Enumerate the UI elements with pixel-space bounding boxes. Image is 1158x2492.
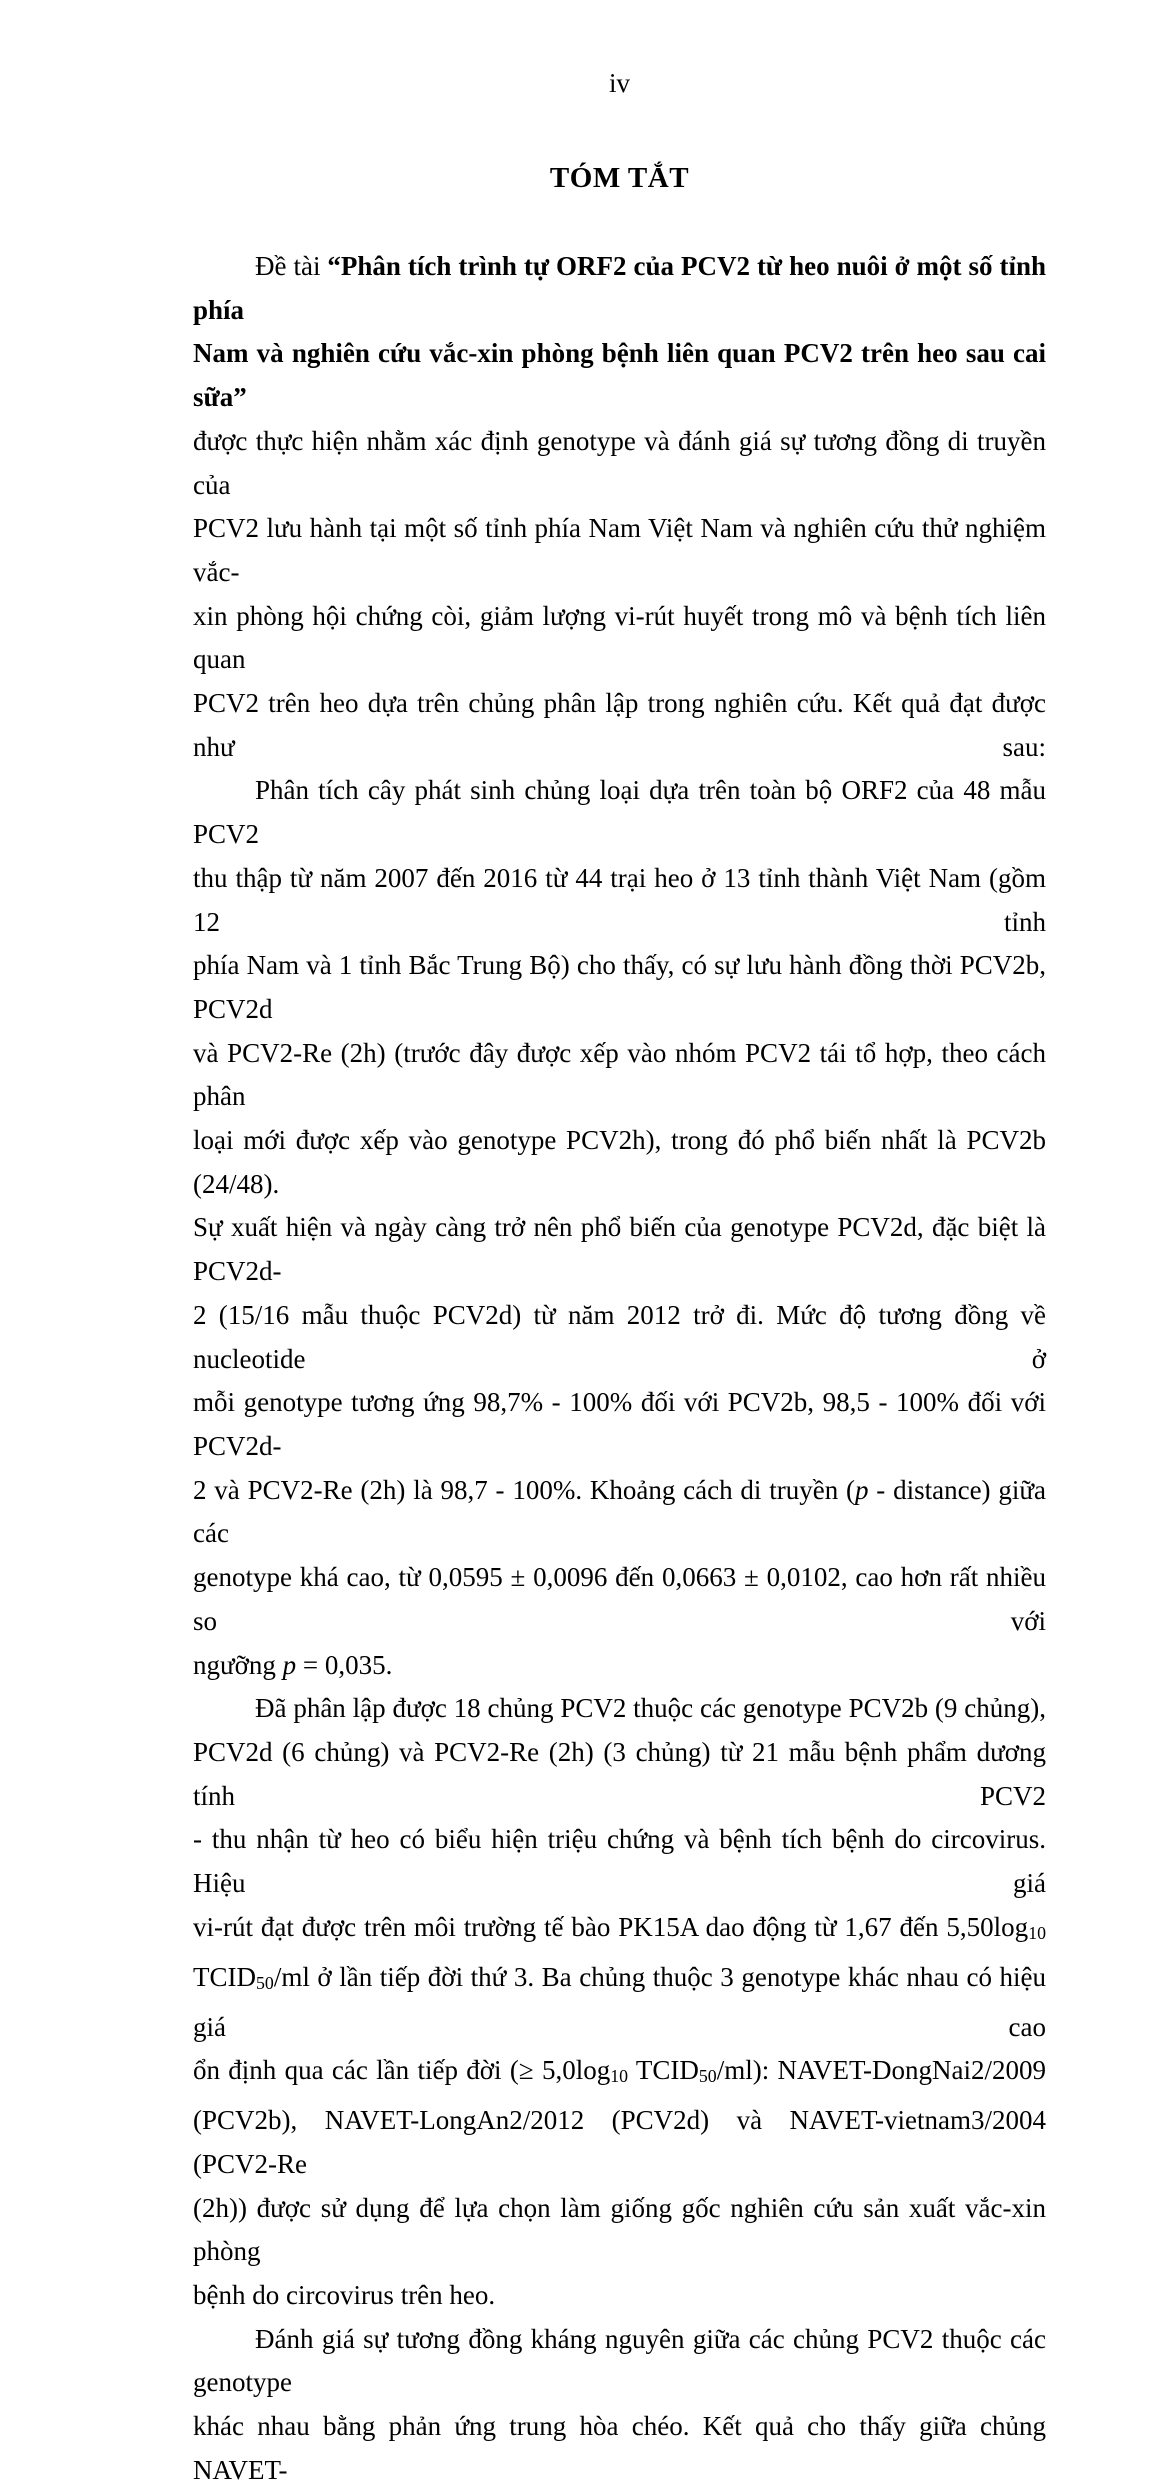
text-segment: genotype khá cao, từ 0,0595 ± 0,0096 đến 0,0663 ± 0,0102, cao hơn rất nhiều so với <box>193 1562 1046 1636</box>
text-line <box>193 944 1046 1031</box>
text-line <box>193 1687 1046 1731</box>
subscript-text: 10 <box>610 2066 629 2087</box>
text-line <box>193 2049 1046 2099</box>
text-segment: ổn định qua các lần tiếp đời (≥ 5,0log <box>193 2055 611 2086</box>
text-segment: TCID <box>193 1961 256 1992</box>
text-segment: xin phòng hội chứng còi, giảm lượng vi-rút huyết trong mô và bệnh tích liên quan <box>193 600 1046 675</box>
text-segment: mỗi genotype tương ứng 98,7% - 100% đối với PCV2b, 98,5 - 100% đối với PCV2d- <box>193 1387 1046 1461</box>
text-segment: khác nhau bằng phản ứng trung hòa chéo. Kết quả cho thấy giữa chủng NAVET- <box>193 2411 1046 2485</box>
text-segment: /ml ở lần tiếp đời thứ 3. Ba chủng thuộc 3 genotype khác nhau có hiệu giá cao <box>193 1961 1046 2042</box>
paragraph <box>193 1687 1046 2317</box>
text-segment: được thực hiện nhằm xác định genotype và đánh giá sự tương đồng di truyền của <box>193 425 1046 500</box>
text-line <box>193 2405 1046 2492</box>
text-segment: = 0,035. <box>296 1649 393 1680</box>
paragraph <box>193 769 1046 1687</box>
text-line <box>193 1469 1046 1556</box>
text-line <box>193 1644 1046 1688</box>
text-line <box>193 420 1046 507</box>
text-segment: - distance) giữa các <box>193 1474 1046 1549</box>
text-line <box>193 1032 1046 1119</box>
text-line <box>193 1818 1046 1905</box>
text-segment: ngưỡng <box>193 1649 283 1680</box>
paragraph <box>193 245 1046 769</box>
text-segment: Sự xuất hiện và ngày càng trở nên phổ biến của genotype PCV2d, đặc biệt là PCV2d- <box>193 1212 1046 1287</box>
text-segment: phía Nam và 1 tỉnh Bắc Trung Bộ) cho thấy, có sự lưu hành đồng thời PCV2b, PCV2d <box>193 950 1046 1024</box>
text-line <box>193 245 1046 332</box>
text-segment: PCV2 trên heo dựa trên chủng phân lập trong nghiên cứu. Kết quả đạt được như sau: <box>193 688 1046 762</box>
text-line <box>193 769 1046 856</box>
text-segment: Đánh giá sự tương đồng kháng nguyên giữa các chủng PCV2 thuộc các genotype <box>193 2323 1046 2398</box>
paragraph <box>193 2318 1046 2492</box>
text-segment: /ml): NAVET-DongNai2/2009 <box>716 2055 1047 2086</box>
text-segment: TCID <box>628 2055 699 2086</box>
text-line <box>193 1906 1046 1956</box>
text-segment: Phân tích cây phát sinh chủng loại dựa trên toàn bộ ORF2 của 48 mẫu PCV2 <box>193 775 1046 850</box>
text-line <box>193 1956 1046 2050</box>
text-segment: p <box>855 1474 869 1505</box>
text-line <box>193 2187 1046 2274</box>
text-segment: thu thập từ năm 2007 đến 2016 từ 44 trại heo ở 13 tỉnh thành Việt Nam (gồm 12 tỉnh <box>193 862 1046 937</box>
text-segment: “Phân tích trình tự ORF2 của PCV2 từ heo nuôi ở một số tỉnh phía <box>193 251 1046 325</box>
text-segment: Đã phân lập được 18 chủng PCV2 thuộc các genotype PCV2b (9 chủng), <box>255 1693 1046 1724</box>
abstract-body <box>193 245 1046 2492</box>
document-title: TÓM TẮT <box>549 162 690 194</box>
text-line <box>193 1206 1046 1293</box>
page-number: iv <box>608 68 630 98</box>
text-segment: - thu nhận từ heo có biểu hiện triệu chứng và bệnh tích bệnh do circovirus. Hiệu giá <box>193 1824 1046 1899</box>
text-segment: 2 (15/16 mẫu thuộc PCV2d) từ năm 2012 trở đi. Mức độ tương đồng về nucleotide ở <box>193 1299 1046 1374</box>
subscript-text: 10 <box>1028 1922 1046 1943</box>
text-segment: bệnh do circovirus trên heo. <box>193 2279 496 2310</box>
text-line <box>193 682 1046 769</box>
text-segment: Đề tài <box>255 251 328 281</box>
text-line <box>193 2274 1046 2318</box>
text-segment: p <box>282 1649 297 1680</box>
subscript-text: 50 <box>256 1972 274 1993</box>
text-line <box>193 1294 1046 1381</box>
text-line <box>193 1381 1046 1468</box>
text-segment: loại mới được xếp vào genotype PCV2h), trong đó phổ biến nhất là PCV2b (24/48). <box>193 1125 1046 1199</box>
text-segment: và PCV2-Re (2h) (trước đây được xếp vào nhóm PCV2 tái tổ hợp, theo cách phân <box>193 1037 1046 1112</box>
subscript-text: 50 <box>698 2066 717 2087</box>
text-line <box>193 1556 1046 1643</box>
text-line <box>193 595 1046 682</box>
text-segment: (PCV2b), NAVET-LongAn2/2012 (PCV2d) và NAVET-vietnam3/2004 (PCV2-Re <box>193 2105 1046 2179</box>
text-segment: (2h)) được sử dụng để lựa chọn làm giống gốc nghiên cứu sản xuất vắc-xin phòng <box>193 2192 1046 2267</box>
text-line <box>193 857 1046 944</box>
text-segment: PCV2d (6 chủng) và PCV2-Re (2h) (3 chủng) từ 21 mẫu bệnh phẩm dương tính PCV2 <box>193 1736 1046 1811</box>
text-line <box>193 507 1046 594</box>
text-segment: PCV2 lưu hành tại một số tỉnh phía Nam Việt Nam và nghiên cứu thử nghiệm vắc- <box>193 513 1046 587</box>
text-line <box>193 1119 1046 1206</box>
text-line <box>193 2318 1046 2405</box>
text-line <box>193 1731 1046 1818</box>
text-line <box>193 332 1046 419</box>
text-segment: vi-rút đạt được trên môi trường tế bào PK15A dao động từ 1,67 đến 5,50log <box>193 1911 1029 1942</box>
page-content <box>193 0 1047 2485</box>
text-segment: 2 và PCV2-Re (2h) là 98,7 - 100%. Khoảng cách di truyền ( <box>193 1474 855 1505</box>
text-segment: Nam và nghiên cứu vắc-xin phòng bệnh liên quan PCV2 trên heo sau cai sữa” <box>193 338 1046 413</box>
text-line <box>193 2099 1046 2186</box>
